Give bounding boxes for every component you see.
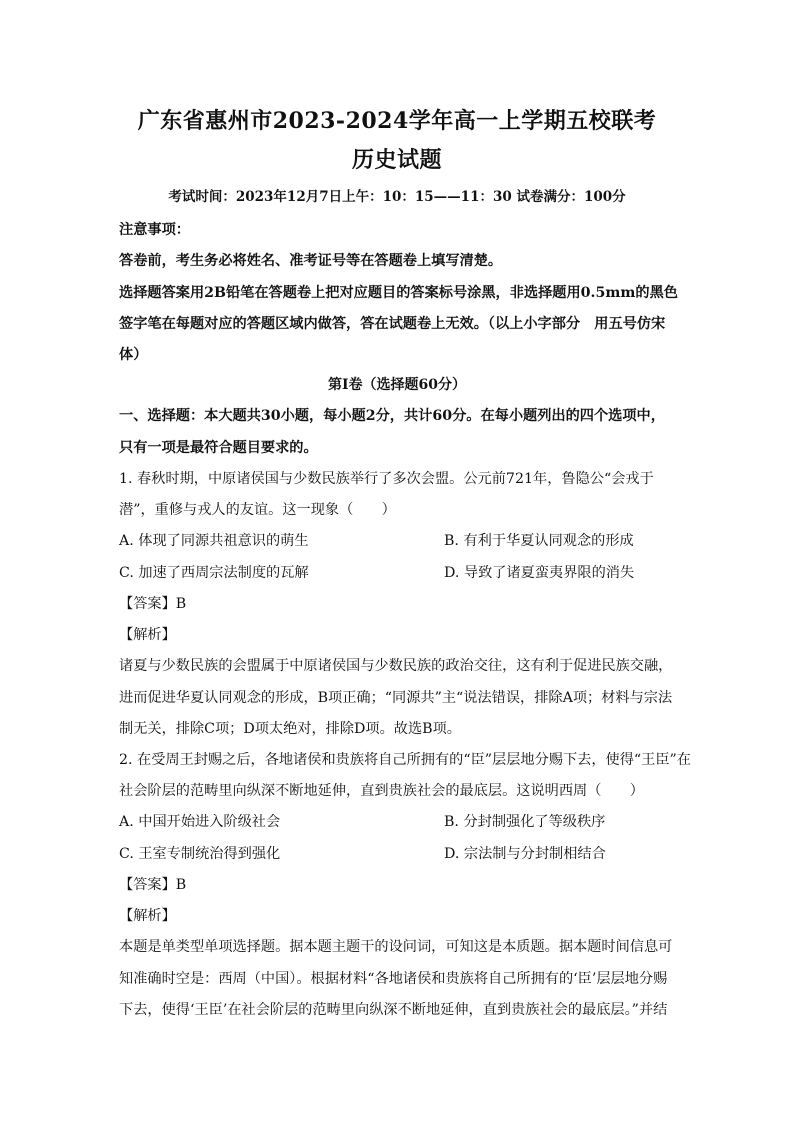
section-instruction: 只有一项是最符合题目要求的。: [119, 440, 318, 456]
question-stem: 潜”，重修与戎人的友谊。这一现象（ ）: [119, 502, 396, 518]
notice-item: 体）: [119, 347, 148, 363]
answer-label: 【答案】B: [119, 877, 187, 893]
option-d: D. 宗法制与分封制相结合: [444, 846, 606, 862]
exam-title: 广东省惠州市2023-2024学年高一上学期五校联考: [137, 108, 657, 134]
analysis-text: 下去，使得‘王臣’在社会阶层的范畴里向纵深不断地延伸，直到贵族社会的最底层。”并结: [119, 1002, 668, 1018]
notice-item: 签字笔在每题对应的答题区域内做答，答在试题卷上无效。（以上小字部分 用五号仿宋: [119, 316, 666, 332]
option-b: B. 有利于华夏认同观念的形成: [444, 533, 634, 549]
analysis-label: 【解析】: [119, 908, 176, 924]
option-a: A. 中国开始进入阶级社会: [119, 814, 281, 830]
notice-heading: 注意事项：: [119, 222, 190, 238]
question-stem: 社会阶层的范畴里向纵深不断地延伸，直到贵族社会的最底层。这说明西周（ ）: [119, 783, 644, 799]
option-d: D. 导致了诸夏蛮夷界限的消失: [444, 565, 635, 581]
analysis-label: 【解析】: [119, 627, 176, 643]
analysis-text: 制无关，排除C项；D项太绝对，排除D项。故选B项。: [119, 721, 461, 737]
analysis-text: 诸夏与少数民族的会盟属于中原诸侯国与少数民族的政治交往，这有利于促进民族交融，: [119, 658, 673, 674]
option-c: C. 加速了西周宗法制度的瓦解: [119, 565, 309, 581]
exam-subject: 历史试题: [351, 147, 442, 173]
notice-item: 答卷前，考生务必将姓名、准考证号等在答题卷上填写清楚。: [119, 253, 503, 269]
section-instruction: 一、选择题：本大题共30小题，每小题2分，共计60分。在每小题列出的四个选项中，: [119, 408, 665, 424]
notice-item: 选择题答案用2B铅笔在答题卷上把对应题目的答案标号涂黑，非选择题用0.5mm的黑色: [119, 285, 678, 301]
section-title: 第Ⅰ卷（选择题60分）: [327, 377, 467, 393]
option-c: C. 王室专制统治得到强化: [119, 846, 281, 862]
option-a: A. 体现了同源共祖意识的萌生: [119, 533, 309, 549]
question-stem: 2. 在受周王封赐之后，各地诸侯和贵族将自己所拥有的“臣”层层地分赐下去，使得“王臣”在: [119, 752, 691, 768]
analysis-text: 本题是单类型单项选择题。据本题主题干的设问词，可知这是本质题。据本题时间信息可: [119, 939, 673, 955]
option-b: B. 分封制强化了等级秩序: [444, 814, 606, 830]
answer-label: 【答案】B: [119, 596, 187, 612]
question-stem: 1. 春秋时期，中原诸侯国与少数民族举行了多次会盟。公元前721年，鲁隐公“会戎于: [119, 471, 654, 487]
analysis-text: 进而促进华夏认同观念的形成，B项正确；“同源共”主“说法错误，排除A项；材料与宗法: [119, 690, 673, 706]
exam-info: 考试时间：2023年12月7日上午：10：15——11：30 试卷满分：100分: [168, 189, 626, 205]
analysis-text: 知准确时空是：西周（中国）。根据材料“各地诸侯和贵族将自己所拥有的‘臣’层层地分赐: [119, 971, 668, 987]
